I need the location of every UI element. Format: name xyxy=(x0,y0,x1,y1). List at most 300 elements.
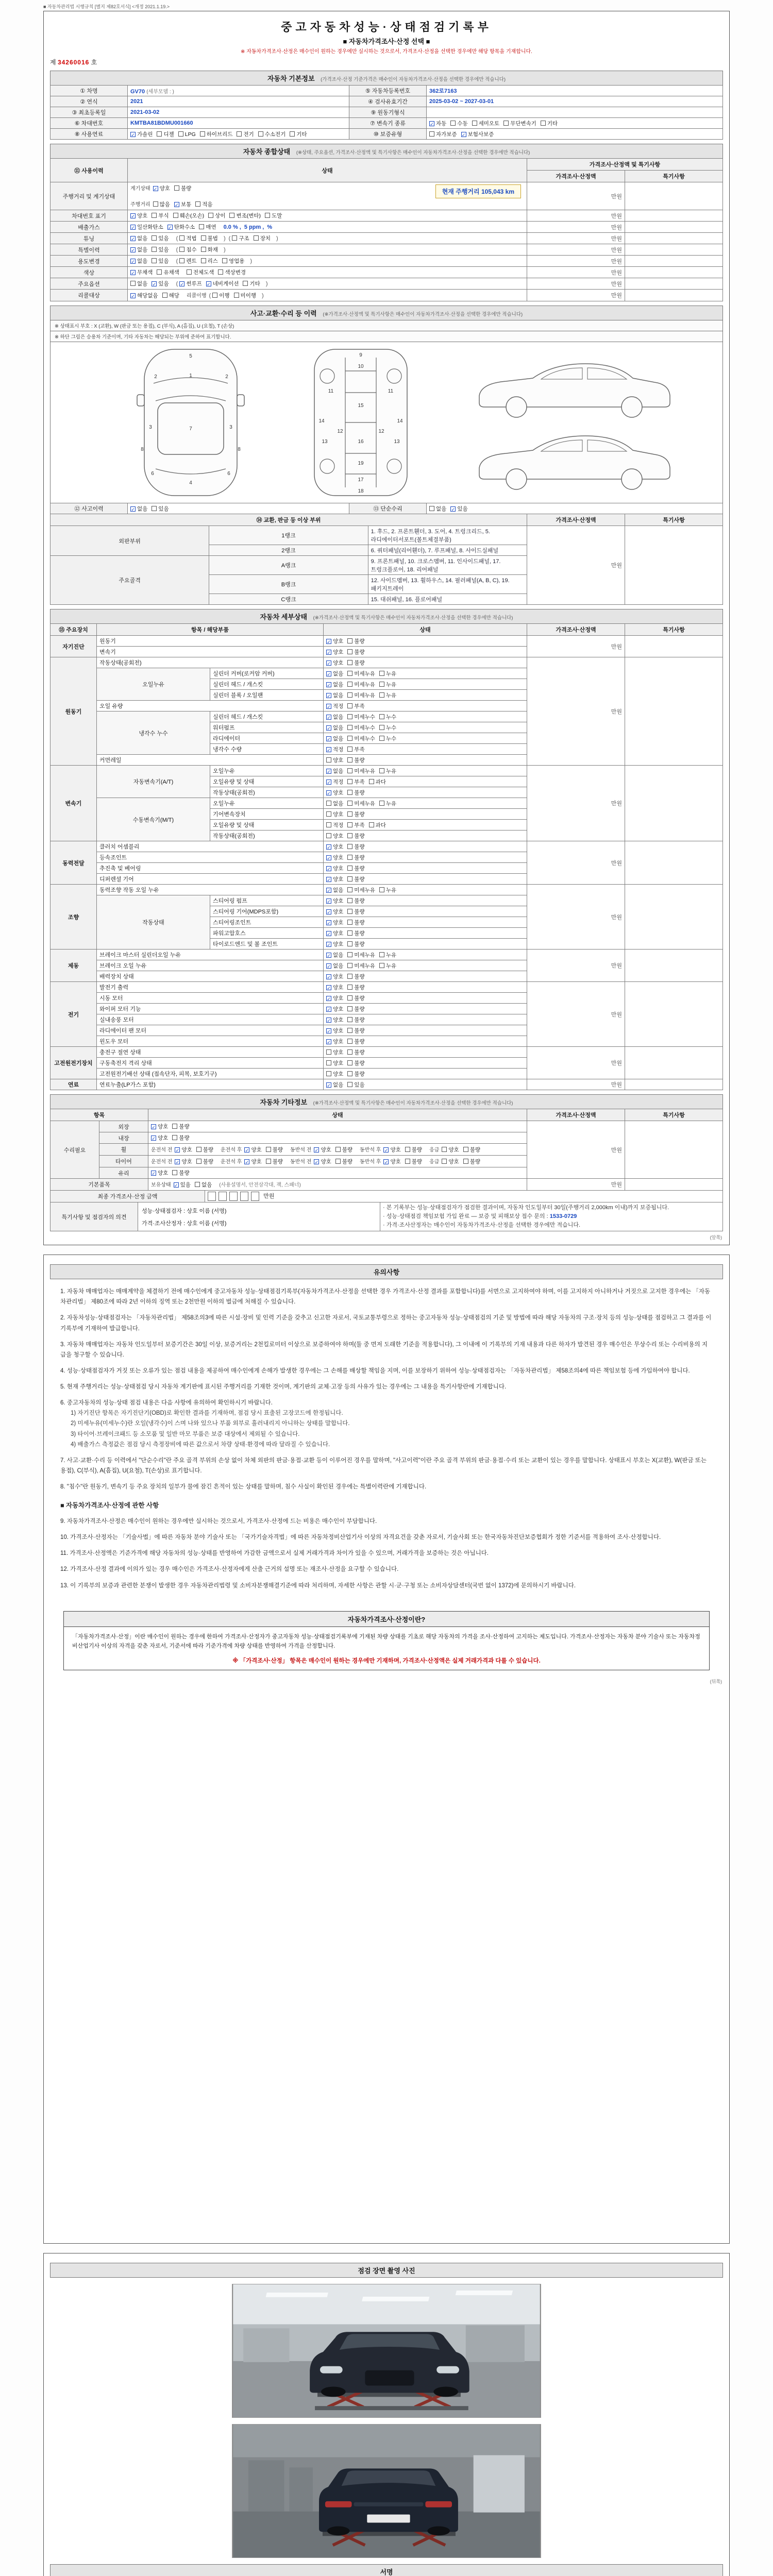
checkbox-icon[interactable]: ✓ xyxy=(152,282,157,287)
checkbox-icon[interactable]: ✓ xyxy=(327,996,331,1002)
checkbox-icon[interactable] xyxy=(172,1170,177,1175)
checkbox-option[interactable] xyxy=(347,778,364,786)
checkbox-option[interactable] xyxy=(541,120,558,127)
checkbox-icon[interactable] xyxy=(442,1159,447,1164)
checkbox-icon[interactable]: ✓ xyxy=(314,1160,319,1165)
checkbox-icon[interactable] xyxy=(290,131,295,137)
checkbox-icon[interactable]: ✓ xyxy=(327,639,331,645)
checkbox-option[interactable] xyxy=(243,280,260,287)
checkbox-option[interactable] xyxy=(152,505,169,513)
checkbox-icon[interactable] xyxy=(200,131,205,137)
checkbox-icon[interactable]: ✓ xyxy=(327,650,331,655)
checkbox-icon[interactable] xyxy=(379,736,384,741)
checkbox-icon[interactable] xyxy=(347,638,352,643)
checkbox-option[interactable] xyxy=(290,130,307,138)
checkbox-icon[interactable] xyxy=(347,941,352,946)
checkbox-icon[interactable]: ✓ xyxy=(153,187,158,192)
checkbox-option[interactable] xyxy=(379,670,396,677)
checkbox-icon[interactable] xyxy=(541,121,546,126)
checkbox-option[interactable] xyxy=(229,212,261,219)
checkbox-icon[interactable]: ✓ xyxy=(327,953,331,958)
checkbox-option[interactable] xyxy=(347,648,364,656)
checkbox-option[interactable] xyxy=(379,713,396,721)
checkbox-option[interactable] xyxy=(326,886,343,894)
checkbox-option[interactable] xyxy=(326,745,343,753)
checkbox-icon[interactable] xyxy=(179,258,184,263)
checkbox-icon[interactable] xyxy=(379,801,384,806)
checkbox-icon[interactable] xyxy=(369,779,374,784)
checkbox-option[interactable] xyxy=(174,184,191,192)
checkbox-option[interactable] xyxy=(326,908,343,916)
checkbox-icon[interactable] xyxy=(326,1071,331,1076)
checkbox-icon[interactable] xyxy=(152,235,157,241)
checkbox-option[interactable] xyxy=(152,280,169,287)
checkbox-option[interactable] xyxy=(152,234,169,242)
checkbox-option[interactable] xyxy=(379,724,396,732)
checkbox-icon[interactable]: ✓ xyxy=(327,909,331,915)
checkbox-option[interactable] xyxy=(326,940,343,948)
checkbox-icon[interactable] xyxy=(172,1135,177,1140)
checkbox-icon[interactable] xyxy=(335,1147,341,1152)
checkbox-icon[interactable]: ✓ xyxy=(175,1148,180,1153)
checkbox-icon[interactable]: ✓ xyxy=(131,506,135,512)
checkbox-option[interactable] xyxy=(130,257,147,265)
checkbox-option[interactable] xyxy=(335,1158,352,1165)
checkbox-icon[interactable] xyxy=(347,898,352,903)
checkbox-option[interactable] xyxy=(442,1158,459,1165)
checkbox-option[interactable] xyxy=(347,886,375,894)
checkbox-icon[interactable]: ✓ xyxy=(327,974,331,980)
checkbox-icon[interactable]: ✓ xyxy=(327,790,331,796)
checkbox-icon[interactable]: ✓ xyxy=(430,121,434,127)
checkbox-icon[interactable]: ✓ xyxy=(327,736,331,742)
checkbox-icon[interactable]: ✓ xyxy=(327,682,331,688)
checkbox-icon[interactable]: ✓ xyxy=(327,855,331,861)
checkbox-option[interactable] xyxy=(326,843,343,851)
checkbox-option[interactable] xyxy=(347,854,364,861)
checkbox-option[interactable] xyxy=(326,659,343,667)
checkbox-option[interactable] xyxy=(347,865,364,872)
checkbox-option[interactable] xyxy=(173,212,205,219)
checkbox-option[interactable] xyxy=(326,681,343,688)
checkbox-option[interactable] xyxy=(326,951,343,959)
checkbox-option[interactable] xyxy=(503,120,536,127)
checkbox-option[interactable] xyxy=(347,940,364,948)
checkbox-icon[interactable] xyxy=(157,131,162,137)
checkbox-icon[interactable] xyxy=(347,1049,352,1055)
checkbox-option[interactable] xyxy=(152,257,169,265)
checkbox-icon[interactable] xyxy=(347,671,352,676)
checkbox-option[interactable] xyxy=(369,778,386,786)
checkbox-option[interactable] xyxy=(179,234,196,242)
checkbox-option[interactable] xyxy=(347,897,364,905)
checkbox-option[interactable] xyxy=(429,505,446,513)
checkbox-icon[interactable] xyxy=(347,930,352,936)
checkbox-option[interactable] xyxy=(347,789,364,796)
checkbox-option[interactable] xyxy=(405,1158,422,1165)
checkbox-option[interactable] xyxy=(326,767,343,775)
checkbox-icon[interactable] xyxy=(187,269,192,275)
checkbox-option[interactable] xyxy=(326,724,343,732)
checkbox-option[interactable] xyxy=(379,962,396,970)
checkbox-option[interactable] xyxy=(326,854,343,861)
checkbox-option[interactable] xyxy=(335,1146,352,1154)
checkbox-option[interactable] xyxy=(463,1146,480,1154)
checkbox-icon[interactable] xyxy=(347,1039,352,1044)
checkbox-option[interactable] xyxy=(383,1158,400,1165)
checkbox-option[interactable] xyxy=(157,130,174,138)
checkbox-icon[interactable] xyxy=(347,855,352,860)
checkbox-icon[interactable] xyxy=(326,833,331,838)
checkbox-icon[interactable] xyxy=(196,1159,201,1164)
checkbox-option[interactable] xyxy=(326,702,343,710)
checkbox-icon[interactable] xyxy=(347,811,352,817)
checkbox-icon[interactable] xyxy=(178,131,183,137)
checkbox-option[interactable] xyxy=(347,1005,364,1013)
checkbox-icon[interactable]: ✓ xyxy=(327,747,331,753)
checkbox-option[interactable] xyxy=(347,756,364,764)
checkbox-icon[interactable] xyxy=(218,269,223,275)
checkbox-icon[interactable] xyxy=(429,131,434,137)
checkbox-option[interactable] xyxy=(172,1169,189,1177)
checkbox-icon[interactable] xyxy=(201,235,206,241)
checkbox-option[interactable] xyxy=(347,724,375,732)
checkbox-icon[interactable] xyxy=(347,736,352,741)
checkbox-icon[interactable]: ✓ xyxy=(180,282,184,287)
checkbox-icon[interactable]: ✓ xyxy=(327,877,331,883)
checkbox-option[interactable] xyxy=(347,875,364,883)
checkbox-icon[interactable] xyxy=(347,887,352,892)
checkbox-option[interactable] xyxy=(347,681,375,688)
checkbox-icon[interactable] xyxy=(162,293,167,298)
checkbox-icon[interactable] xyxy=(347,747,352,752)
checkbox-icon[interactable]: ✓ xyxy=(327,985,331,991)
checkbox-option[interactable] xyxy=(265,212,282,219)
checkbox-option[interactable] xyxy=(326,1048,343,1056)
checkbox-icon[interactable]: ✓ xyxy=(314,1148,319,1153)
checkbox-option[interactable] xyxy=(130,268,153,276)
checkbox-icon[interactable] xyxy=(347,660,352,665)
checkbox-option[interactable] xyxy=(326,637,343,645)
checkbox-icon[interactable] xyxy=(347,952,352,957)
checkbox-option[interactable] xyxy=(347,1059,364,1067)
checkbox-option[interactable] xyxy=(347,908,364,916)
checkbox-icon[interactable]: ✓ xyxy=(327,671,331,677)
checkbox-option[interactable] xyxy=(314,1146,331,1154)
checkbox-icon[interactable]: ✓ xyxy=(327,1018,331,1023)
checkbox-option[interactable] xyxy=(347,821,364,829)
checkbox-option[interactable] xyxy=(152,212,169,219)
checkbox-option[interactable] xyxy=(196,1146,213,1154)
checkbox-icon[interactable] xyxy=(208,213,213,218)
checkbox-icon[interactable]: ✓ xyxy=(131,270,135,276)
checkbox-icon[interactable] xyxy=(379,714,384,719)
checkbox-icon[interactable] xyxy=(347,1060,352,1065)
checkbox-icon[interactable]: ✓ xyxy=(451,506,456,512)
checkbox-icon[interactable] xyxy=(347,833,352,838)
checkbox-icon[interactable] xyxy=(347,703,352,708)
checkbox-option[interactable] xyxy=(461,130,494,138)
checkbox-icon[interactable] xyxy=(196,1147,201,1152)
checkbox-option[interactable] xyxy=(130,280,147,287)
checkbox-icon[interactable] xyxy=(347,779,352,784)
checkbox-icon[interactable] xyxy=(179,247,184,252)
checkbox-icon[interactable] xyxy=(405,1159,410,1164)
checkbox-icon[interactable]: ✓ xyxy=(245,1148,249,1153)
checkbox-icon[interactable]: ✓ xyxy=(327,920,331,926)
checkbox-option[interactable] xyxy=(326,810,343,818)
checkbox-option[interactable] xyxy=(326,962,343,970)
checkbox-option[interactable] xyxy=(379,681,396,688)
checkbox-icon[interactable]: ✓ xyxy=(174,1183,178,1188)
checkbox-option[interactable] xyxy=(162,292,179,299)
checkbox-option[interactable] xyxy=(379,767,396,775)
checkbox-icon[interactable]: ✓ xyxy=(327,942,331,947)
checkbox-option[interactable] xyxy=(326,735,343,742)
checkbox-option[interactable] xyxy=(429,120,446,127)
checkbox-icon[interactable] xyxy=(463,1147,468,1152)
checkbox-icon[interactable] xyxy=(201,247,206,252)
checkbox-icon[interactable]: ✓ xyxy=(327,1082,331,1088)
checkbox-option[interactable] xyxy=(347,745,364,753)
checkbox-icon[interactable] xyxy=(254,235,259,241)
checkbox-option[interactable] xyxy=(326,691,343,699)
checkbox-option[interactable] xyxy=(187,268,214,276)
checkbox-option[interactable] xyxy=(326,875,343,883)
checkbox-option[interactable] xyxy=(326,821,343,829)
checkbox-icon[interactable]: ✓ xyxy=(327,931,331,937)
checkbox-icon[interactable] xyxy=(429,506,434,511)
checkbox-icon[interactable] xyxy=(379,887,384,892)
checkbox-icon[interactable] xyxy=(347,757,352,762)
checkbox-icon[interactable] xyxy=(347,974,352,979)
checkbox-option[interactable] xyxy=(450,120,467,127)
checkbox-option[interactable] xyxy=(130,212,147,219)
checkbox-icon[interactable] xyxy=(369,822,374,827)
checkbox-option[interactable] xyxy=(196,1158,213,1165)
checkbox-icon[interactable]: ✓ xyxy=(327,693,331,699)
checkbox-icon[interactable] xyxy=(347,985,352,990)
checkbox-option[interactable] xyxy=(175,1146,192,1154)
checkbox-option[interactable] xyxy=(326,973,343,980)
checkbox-option[interactable] xyxy=(347,929,364,937)
checkbox-option[interactable] xyxy=(153,184,170,192)
checkbox-icon[interactable]: ✓ xyxy=(327,725,331,731)
checkbox-icon[interactable]: ✓ xyxy=(327,963,331,969)
checkbox-option[interactable] xyxy=(326,865,343,872)
checkbox-option[interactable] xyxy=(347,691,375,699)
checkbox-option[interactable] xyxy=(347,659,364,667)
checkbox-option[interactable] xyxy=(130,292,158,299)
checkbox-icon[interactable]: ✓ xyxy=(131,236,135,242)
checkbox-option[interactable] xyxy=(379,951,396,959)
checkbox-option[interactable] xyxy=(208,212,225,219)
checkbox-icon[interactable] xyxy=(195,1182,200,1187)
checkbox-option[interactable] xyxy=(347,767,375,775)
checkbox-option[interactable] xyxy=(472,120,500,127)
checkbox-option[interactable] xyxy=(450,505,467,513)
checkbox-option[interactable] xyxy=(347,670,375,677)
checkbox-option[interactable] xyxy=(347,735,375,742)
checkbox-icon[interactable]: ✓ xyxy=(175,1160,180,1165)
checkbox-icon[interactable] xyxy=(347,1006,352,1011)
checkbox-icon[interactable] xyxy=(212,293,217,298)
checkbox-option[interactable] xyxy=(326,897,343,905)
checkbox-icon[interactable] xyxy=(195,201,200,207)
checkbox-option[interactable] xyxy=(347,702,364,710)
checkbox-icon[interactable] xyxy=(450,121,456,126)
checkbox-option[interactable] xyxy=(326,713,343,721)
checkbox-icon[interactable]: ✓ xyxy=(327,704,331,709)
checkbox-icon[interactable] xyxy=(174,185,179,191)
checkbox-option[interactable] xyxy=(174,1181,191,1189)
checkbox-option[interactable] xyxy=(254,234,271,242)
checkbox-icon[interactable] xyxy=(442,1147,447,1152)
checkbox-icon[interactable] xyxy=(326,811,331,817)
checkbox-option[interactable] xyxy=(130,246,147,253)
checkbox-icon[interactable]: ✓ xyxy=(152,1136,156,1141)
checkbox-icon[interactable]: ✓ xyxy=(152,1171,156,1176)
checkbox-icon[interactable] xyxy=(463,1159,468,1164)
checkbox-icon[interactable]: ✓ xyxy=(327,899,331,904)
checkbox-icon[interactable] xyxy=(379,768,384,773)
checkbox-icon[interactable]: ✓ xyxy=(327,779,331,785)
checkbox-option[interactable] xyxy=(258,130,286,138)
checkbox-option[interactable] xyxy=(151,1123,168,1130)
checkbox-option[interactable] xyxy=(167,223,195,231)
checkbox-option[interactable] xyxy=(314,1158,331,1165)
checkbox-option[interactable] xyxy=(179,246,196,253)
checkbox-icon[interactable]: ✓ xyxy=(327,769,331,774)
checkbox-icon[interactable] xyxy=(199,224,204,229)
checkbox-icon[interactable]: ✓ xyxy=(327,1039,331,1045)
checkbox-option[interactable] xyxy=(379,886,396,894)
checkbox-icon[interactable] xyxy=(266,1159,271,1164)
checkbox-option[interactable] xyxy=(326,789,343,796)
checkbox-icon[interactable] xyxy=(379,952,384,957)
checkbox-option[interactable] xyxy=(232,234,249,242)
checkbox-option[interactable] xyxy=(347,984,364,991)
checkbox-icon[interactable] xyxy=(347,649,352,654)
checkbox-icon[interactable] xyxy=(326,801,331,806)
checkbox-option[interactable] xyxy=(429,130,457,138)
checkbox-option[interactable] xyxy=(244,1158,261,1165)
checkbox-option[interactable] xyxy=(369,821,386,829)
checkbox-icon[interactable] xyxy=(379,682,384,687)
checkbox-icon[interactable] xyxy=(379,963,384,968)
checkbox-icon[interactable] xyxy=(232,235,237,241)
checkbox-option[interactable] xyxy=(463,1158,480,1165)
checkbox-option[interactable] xyxy=(347,1048,364,1056)
checkbox-icon[interactable] xyxy=(152,247,157,252)
checkbox-option[interactable] xyxy=(201,246,218,253)
checkbox-icon[interactable]: ✓ xyxy=(327,1007,331,1012)
checkbox-option[interactable] xyxy=(326,756,343,764)
checkbox-icon[interactable]: ✓ xyxy=(152,1125,156,1130)
checkbox-icon[interactable] xyxy=(347,768,352,773)
checkbox-icon[interactable]: ✓ xyxy=(384,1148,389,1153)
checkbox-icon[interactable] xyxy=(405,1147,410,1152)
checkbox-icon[interactable]: ✓ xyxy=(206,282,211,287)
checkbox-option[interactable] xyxy=(212,292,229,299)
checkbox-icon[interactable] xyxy=(179,235,184,241)
checkbox-icon[interactable]: ✓ xyxy=(327,888,331,893)
checkbox-option[interactable] xyxy=(326,1016,343,1024)
checkbox-option[interactable] xyxy=(200,130,233,138)
checkbox-option[interactable] xyxy=(442,1146,459,1154)
checkbox-icon[interactable]: ✓ xyxy=(327,866,331,872)
checkbox-option[interactable] xyxy=(326,648,343,656)
checkbox-option[interactable] xyxy=(157,268,179,276)
checkbox-icon[interactable] xyxy=(234,293,239,298)
checkbox-icon[interactable] xyxy=(379,725,384,730)
checkbox-icon[interactable] xyxy=(222,258,227,263)
checkbox-icon[interactable] xyxy=(152,506,157,511)
checkbox-option[interactable] xyxy=(326,1038,343,1045)
checkbox-icon[interactable]: ✓ xyxy=(131,225,135,230)
checkbox-icon[interactable] xyxy=(472,121,477,126)
checkbox-icon[interactable] xyxy=(347,1028,352,1033)
checkbox-option[interactable] xyxy=(130,505,147,513)
checkbox-icon[interactable] xyxy=(152,213,157,218)
checkbox-icon[interactable] xyxy=(172,1124,177,1129)
checkbox-icon[interactable] xyxy=(243,281,248,286)
checkbox-icon[interactable]: ✓ xyxy=(461,132,466,138)
checkbox-icon[interactable] xyxy=(326,822,331,827)
checkbox-option[interactable] xyxy=(326,1081,343,1089)
checkbox-icon[interactable] xyxy=(265,213,270,218)
checkbox-option[interactable] xyxy=(326,1005,343,1013)
checkbox-icon[interactable] xyxy=(326,1049,331,1055)
checkbox-option[interactable] xyxy=(326,670,343,677)
checkbox-option[interactable] xyxy=(379,800,396,807)
checkbox-icon[interactable] xyxy=(153,201,158,207)
checkbox-option[interactable] xyxy=(347,637,364,645)
checkbox-option[interactable] xyxy=(326,984,343,991)
checkbox-icon[interactable] xyxy=(347,725,352,730)
checkbox-icon[interactable] xyxy=(379,671,384,676)
checkbox-icon[interactable]: ✓ xyxy=(327,844,331,850)
checkbox-option[interactable] xyxy=(130,130,153,138)
checkbox-icon[interactable]: ✓ xyxy=(245,1160,249,1165)
checkbox-option[interactable] xyxy=(326,994,343,1002)
checkbox-option[interactable] xyxy=(195,200,212,208)
checkbox-icon[interactable]: ✓ xyxy=(384,1160,389,1165)
checkbox-icon[interactable]: ✓ xyxy=(327,715,331,720)
checkbox-option[interactable] xyxy=(347,951,375,959)
checkbox-icon[interactable]: ✓ xyxy=(131,132,135,138)
checkbox-icon[interactable] xyxy=(347,682,352,687)
checkbox-icon[interactable] xyxy=(503,121,509,126)
checkbox-icon[interactable] xyxy=(347,714,352,719)
checkbox-icon[interactable]: ✓ xyxy=(131,214,135,219)
checkbox-option[interactable] xyxy=(326,1070,343,1078)
checkbox-option[interactable] xyxy=(379,691,396,699)
checkbox-icon[interactable] xyxy=(347,876,352,882)
checkbox-option[interactable] xyxy=(379,735,396,742)
checkbox-icon[interactable] xyxy=(347,909,352,914)
checkbox-option[interactable] xyxy=(179,257,196,265)
checkbox-option[interactable] xyxy=(151,1169,168,1177)
checkbox-icon[interactable]: ✓ xyxy=(167,225,172,230)
checkbox-option[interactable] xyxy=(151,1134,168,1142)
checkbox-option[interactable] xyxy=(347,713,375,721)
checkbox-option[interactable] xyxy=(326,929,343,937)
checkbox-option[interactable] xyxy=(383,1146,400,1154)
checkbox-option[interactable] xyxy=(266,1158,283,1165)
checkbox-option[interactable] xyxy=(178,131,196,138)
checkbox-icon[interactable]: ✓ xyxy=(131,248,135,253)
